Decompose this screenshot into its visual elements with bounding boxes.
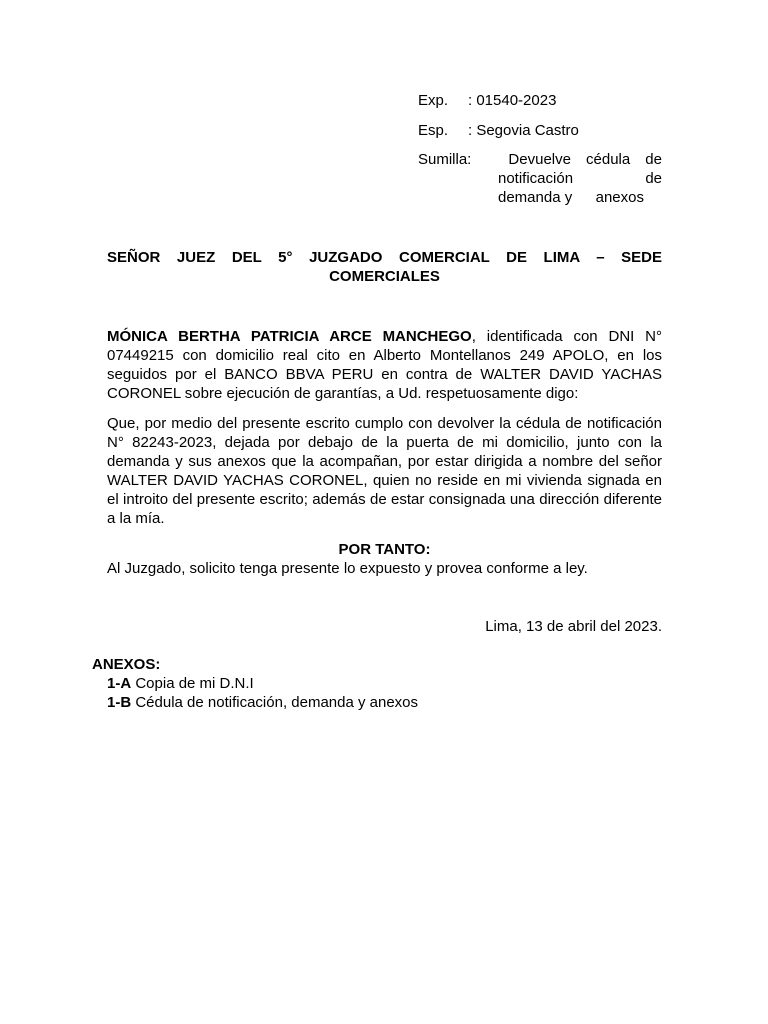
annex-text: Cédula de notificación, demanda y anexos (135, 694, 419, 711)
esp-value: : Segovia Castro (468, 122, 579, 139)
sumilla-block (418, 150, 662, 207)
body-paragraph: Que, por medio del presente escrito cumplo con devolver la cédula de notificación N° 82243-2023, dejada por debajo de la puerta de mi domicilio, junto con la demanda y sus anexos que la acompañan, por estar dirigida a nombre del señor WALTER DAVID YACHAS CORONEL, quien no reside en mi vivienda signada en el introito del presente escrito; además de estar consignada una dirección diferente a la mía. (107, 415, 662, 527)
esp-label: Esp. (418, 122, 449, 139)
exp-label: Exp. (418, 92, 449, 109)
addressee-line-2: COMERCIALES (329, 268, 440, 285)
exp-value: : 01540-2023 (468, 92, 557, 109)
sumilla-word: Devuelve (508, 151, 571, 168)
petitioner-name: MÓNICA BERTHA PATRICIA ARCE MANCHEGO (107, 328, 472, 345)
addressee-line-1: SEÑOR JUEZ DEL 5° JUZGADO COMERCIAL DE LIMA – SEDE (107, 249, 662, 266)
sumilla-label: Sumilla: (418, 151, 472, 168)
annex-item (92, 693, 418, 712)
closing-request: Al Juzgado, solicito tenga presente lo expuesto y provea conforme a ley. (107, 560, 588, 577)
sumilla-word: de (645, 151, 662, 168)
annexes-title: ANEXOS: (92, 656, 161, 673)
annexes-section (92, 655, 418, 712)
annex-code: 1-A (107, 675, 132, 692)
por-tanto-heading: POR TANTO: (338, 541, 431, 558)
sumilla-word: cédula (586, 151, 631, 168)
intro-text: , identificada con DNI N° 07449215 con domicilio real cito en Alberto Montellanos 249 APOLO, en los seguidos por el BANCO BBVA PERU en contra de WALTER DAVID YACHAS CORONEL sobre ejecución de garantías, a Ud. respetuosamente digo: (107, 328, 662, 402)
place-date: Lima, 13 de abril del 2023. (485, 618, 662, 635)
sumilla-word: demanda y (498, 189, 573, 206)
sumilla-word: notificación (498, 170, 574, 187)
sumilla-word: anexos (595, 189, 644, 206)
addressee-heading (107, 248, 662, 286)
annex-code: 1-B (107, 694, 132, 711)
sumilla-word: de (645, 170, 662, 187)
annex-item (92, 674, 418, 693)
especialista-row (418, 121, 662, 140)
expediente-row (418, 91, 662, 110)
annex-text: Copia de mi D.N.I (135, 675, 254, 692)
intro-paragraph (107, 327, 662, 403)
